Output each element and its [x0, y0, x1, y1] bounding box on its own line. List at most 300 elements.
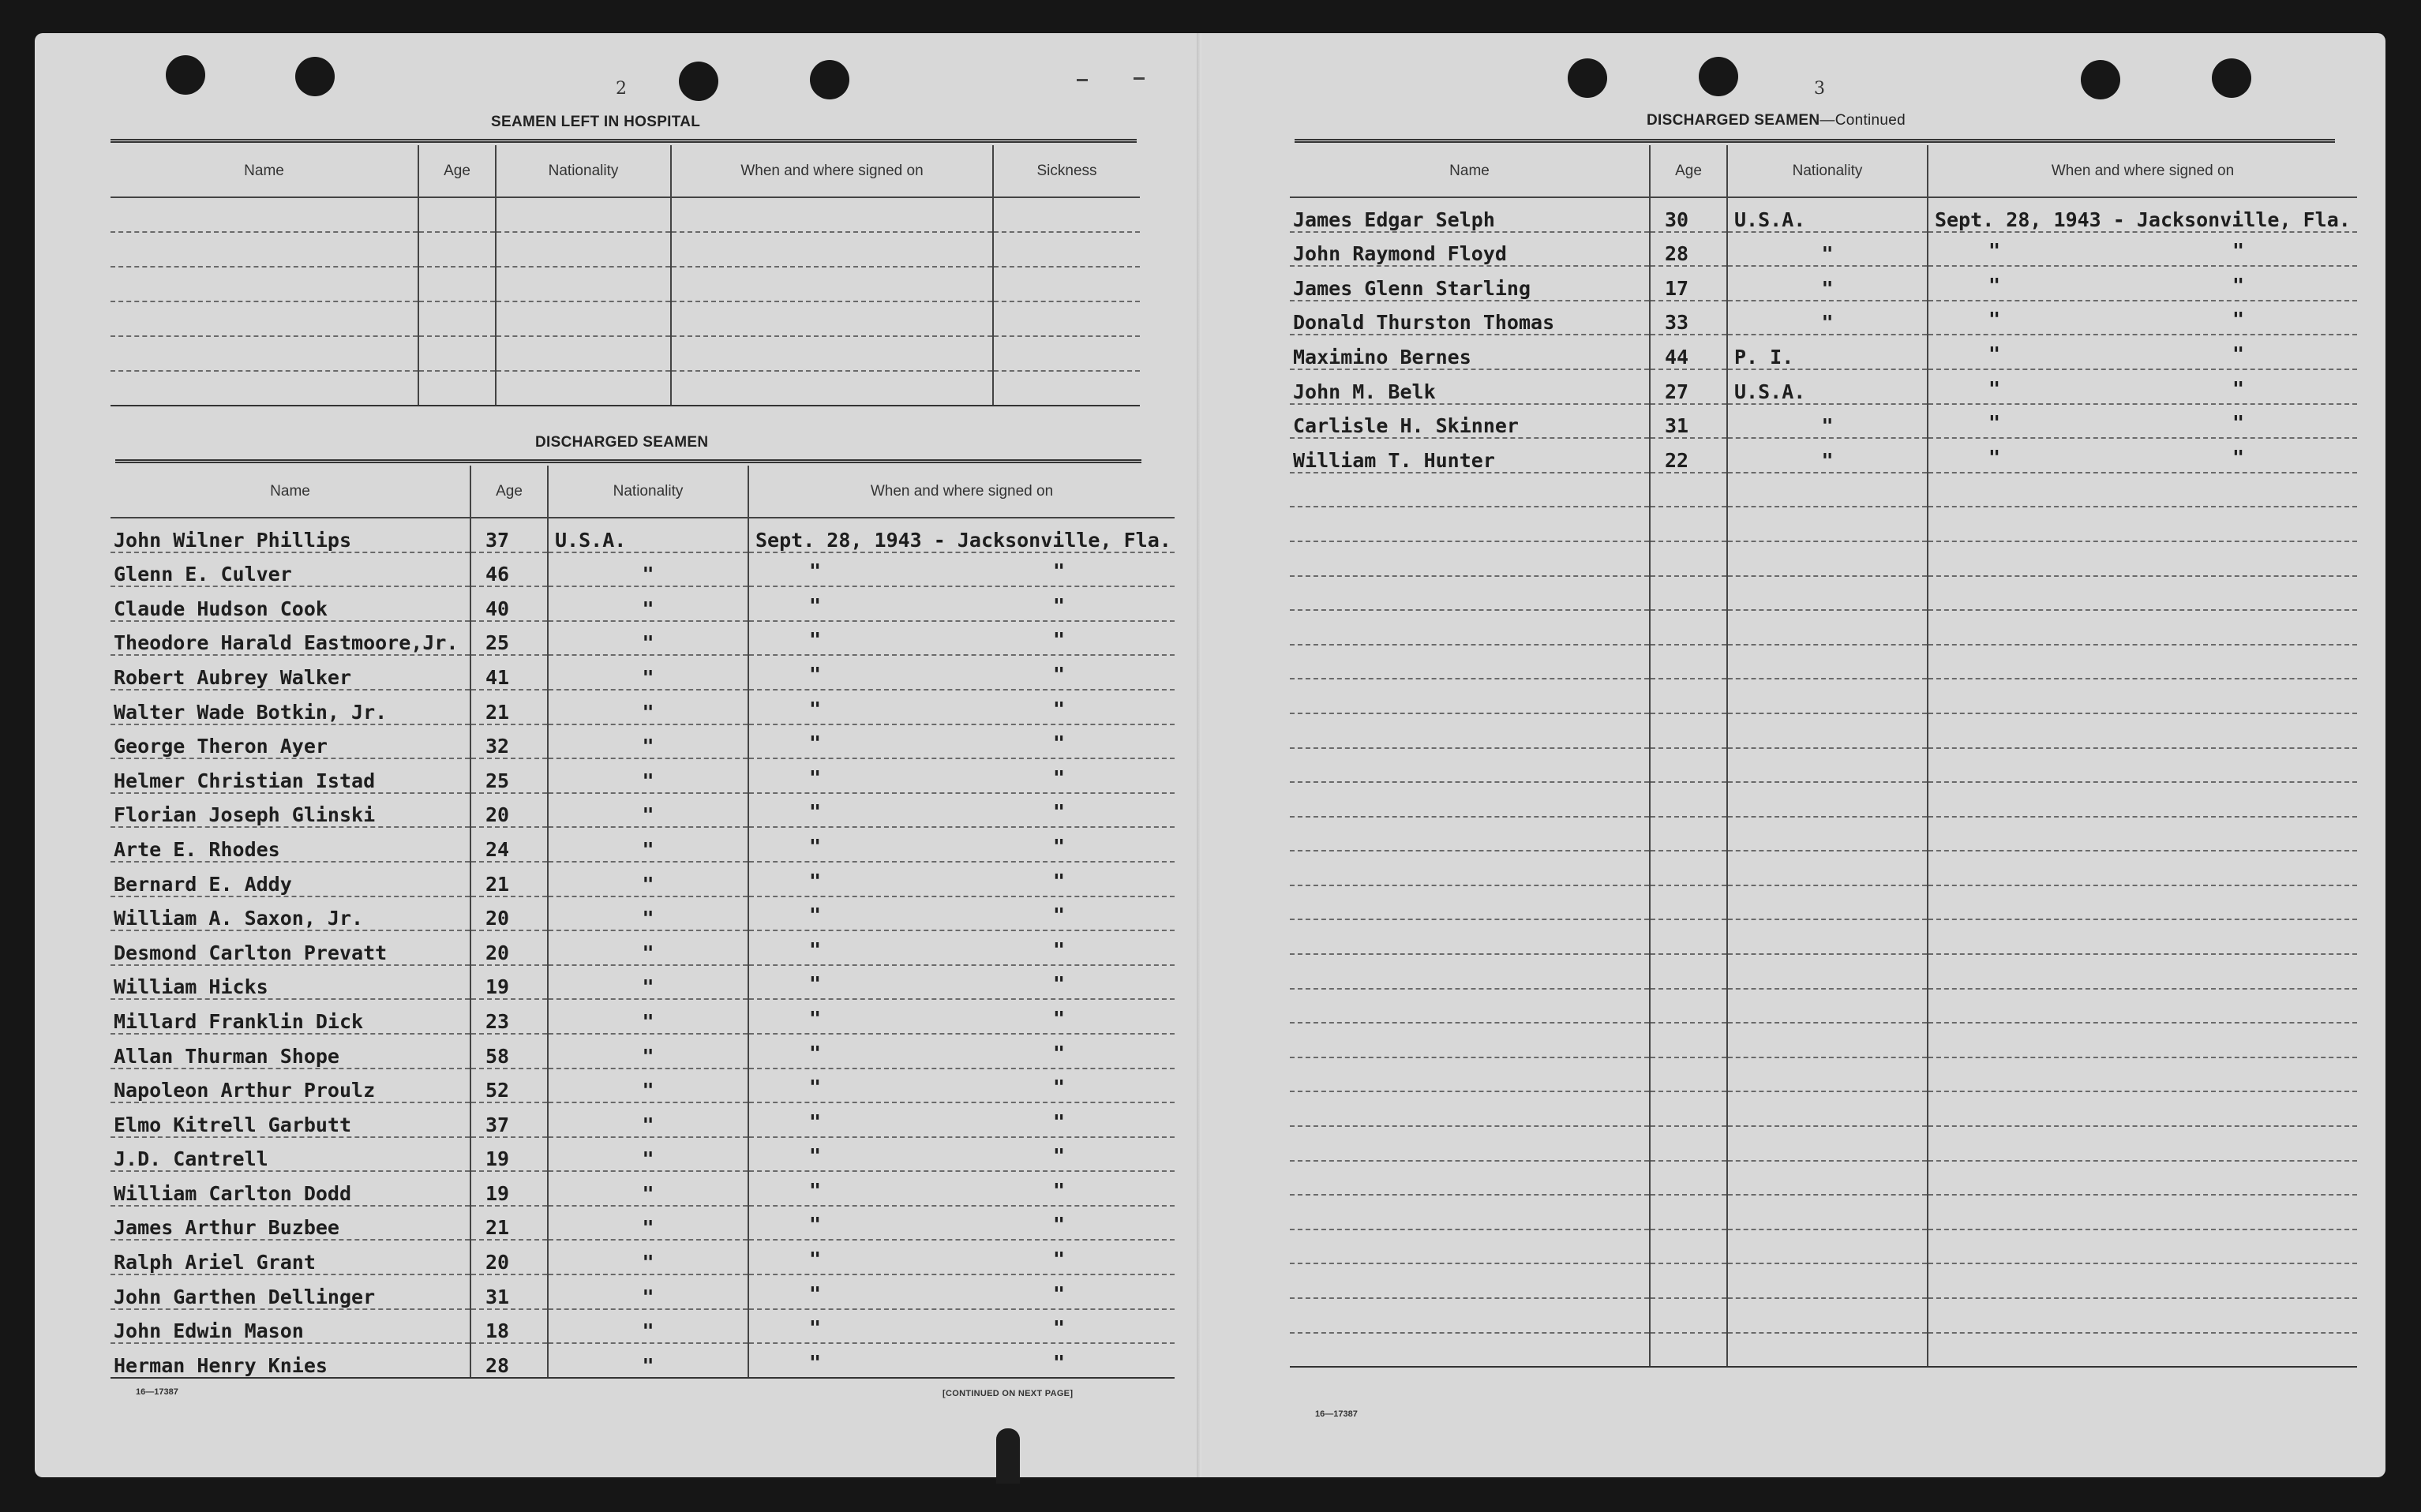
ditto-mark-place: " — [1053, 972, 1066, 996]
blank-cell — [111, 336, 418, 371]
seaman-age: 30 — [1650, 197, 1727, 232]
ditto-mark-date: " — [809, 1110, 822, 1133]
table-row — [111, 724, 1175, 759]
seaman-signed-on — [748, 1240, 1175, 1274]
ditto-mark-date: " — [809, 1248, 822, 1271]
seaman-age: 28 — [470, 1343, 548, 1378]
table-row — [111, 793, 1175, 828]
seaman-name: Walter Wade Botkin, Jr. — [111, 690, 470, 724]
punch-hole — [810, 60, 849, 99]
ditto-mark-place: " — [1053, 1006, 1066, 1030]
ditto-mark-date: " — [809, 869, 822, 893]
ditto-mark-date: " — [1988, 376, 2001, 400]
blank-cell — [1290, 989, 1650, 1024]
ditto-mark-place: " — [1053, 1144, 1066, 1168]
blank-cell — [1727, 1091, 1928, 1126]
seaman-name: Napoleon Arthur Proulz — [111, 1069, 470, 1103]
blank-cell — [111, 371, 418, 406]
seaman-signed-on — [748, 1309, 1175, 1344]
blank-cell — [1727, 1057, 1928, 1092]
discharged-table — [111, 466, 1175, 1379]
blank-cell — [1928, 507, 2357, 541]
blank-cell — [1650, 507, 1727, 541]
seaman-nationality: " — [548, 999, 748, 1034]
seaman-nationality: " — [1727, 266, 1928, 301]
blank-cell — [1727, 748, 1928, 783]
seaman-name: J.D. Cantrell — [111, 1137, 470, 1172]
blank-cell — [1290, 919, 1650, 954]
col-header-nationality: Nationality — [496, 145, 671, 197]
seaman-signed-on — [1928, 232, 2357, 267]
seaman-name: William T. Hunter — [1290, 438, 1650, 473]
dash-mark — [1134, 77, 1145, 80]
table-row — [111, 1069, 1175, 1103]
seaman-age: 20 — [470, 930, 548, 965]
punch-hole — [679, 62, 718, 101]
ditto-mark-date: " — [1988, 308, 2001, 331]
blank-row — [1290, 1333, 2357, 1368]
blank-row — [1290, 919, 2357, 954]
table-row — [111, 1343, 1175, 1378]
seaman-signed-on: Sept. 28, 1943 - Jacksonville, Fla. — [748, 518, 1175, 552]
ditto-mark-place: " — [1053, 1110, 1066, 1133]
seaman-nationality: U.S.A. — [1727, 197, 1928, 232]
seaman-name: Maximino Bernes — [1290, 335, 1650, 369]
seaman-nationality: " — [548, 1240, 748, 1274]
table-row — [111, 758, 1175, 793]
ditto-mark-place: " — [1053, 560, 1066, 583]
blank-row — [1290, 1229, 2357, 1264]
seaman-age: 19 — [470, 965, 548, 1000]
ditto-mark-date: " — [809, 834, 822, 858]
seaman-name: James Glenn Starling — [1290, 266, 1650, 301]
seaman-name: Allan Thurman Shope — [111, 1034, 470, 1069]
seaman-signed-on — [748, 965, 1175, 1000]
ditto-mark-date: " — [809, 800, 822, 824]
ditto-mark-place: " — [1053, 1282, 1066, 1305]
table-row — [111, 552, 1175, 587]
ditto-mark-place: " — [2232, 342, 2245, 365]
seaman-age: 27 — [1650, 369, 1727, 404]
ditto-mark-date: " — [809, 972, 822, 996]
blank-cell — [1727, 713, 1928, 748]
ditto-mark-place: " — [1053, 593, 1066, 617]
seaman-name: Desmond Carlton Prevatt — [111, 930, 470, 965]
seaman-name: John Raymond Floyd — [1290, 232, 1650, 267]
blank-row — [111, 371, 1140, 406]
blank-cell — [1290, 1091, 1650, 1126]
ditto-mark-date: " — [809, 1144, 822, 1168]
blank-cell — [111, 232, 418, 267]
seaman-signed-on — [748, 586, 1175, 621]
seaman-signed-on — [748, 1206, 1175, 1241]
blank-cell — [1650, 954, 1727, 989]
title-rule — [1295, 139, 2335, 143]
seaman-signed-on — [748, 1034, 1175, 1069]
blank-row — [111, 336, 1140, 371]
ditto-mark-place: " — [1053, 1316, 1066, 1340]
blank-cell — [993, 197, 1140, 232]
blank-cell — [1290, 817, 1650, 851]
col-header-nationality: Nationality — [1727, 145, 1928, 197]
table-row — [111, 586, 1175, 621]
blank-cell — [1650, 748, 1727, 783]
seaman-signed-on — [748, 930, 1175, 965]
blank-cell — [1727, 1023, 1928, 1057]
seaman-nationality: " — [548, 758, 748, 793]
seaman-name: John Edwin Mason — [111, 1309, 470, 1344]
blank-row — [1290, 885, 2357, 920]
table-row — [111, 655, 1175, 690]
blank-cell — [1650, 851, 1727, 885]
seaman-name: John Wilner Phillips — [111, 518, 470, 552]
seaman-signed-on — [748, 896, 1175, 931]
blank-cell — [418, 197, 496, 232]
blank-cell — [1928, 1229, 2357, 1264]
blank-cell — [1727, 885, 1928, 920]
blank-cell — [1727, 1229, 1928, 1264]
ditto-mark-place: " — [1053, 1248, 1066, 1271]
table-row — [1290, 369, 2357, 404]
blank-cell — [1928, 919, 2357, 954]
col-header-age: Age — [470, 466, 548, 518]
blank-cell — [1290, 645, 1650, 679]
seaman-nationality: " — [548, 793, 748, 828]
seaman-name: William A. Saxon, Jr. — [111, 896, 470, 931]
blank-cell — [1650, 1298, 1727, 1333]
seaman-signed-on — [748, 999, 1175, 1034]
blank-cell — [1650, 1126, 1727, 1161]
seaman-age: 17 — [1650, 266, 1727, 301]
blank-cell — [496, 197, 671, 232]
table-row — [111, 690, 1175, 724]
blank-cell — [1290, 1263, 1650, 1298]
seaman-name: John Garthen Dellinger — [111, 1274, 470, 1309]
blank-cell — [1928, 1091, 2357, 1126]
table-row — [111, 1274, 1175, 1309]
seaman-signed-on — [748, 690, 1175, 724]
blank-cell — [1650, 1195, 1727, 1229]
seaman-name: Claude Hudson Cook — [111, 586, 470, 621]
blank-cell — [993, 301, 1140, 336]
blank-row — [1290, 1298, 2357, 1333]
blank-cell — [1650, 1263, 1727, 1298]
blank-cell — [1650, 679, 1727, 713]
seaman-age: 31 — [470, 1274, 548, 1309]
right-page — [1201, 33, 2385, 1477]
blank-cell — [496, 301, 671, 336]
ditto-mark-place: " — [1053, 800, 1066, 824]
table-row — [111, 862, 1175, 896]
col-header-age: Age — [1650, 145, 1727, 197]
blank-cell — [1928, 1195, 2357, 1229]
blank-cell — [496, 267, 671, 301]
blank-cell — [418, 267, 496, 301]
blank-cell — [1727, 851, 1928, 885]
seaman-nationality: " — [548, 1274, 748, 1309]
seaman-name: William Carlton Dodd — [111, 1171, 470, 1206]
seaman-signed-on — [1928, 438, 2357, 473]
seaman-age: 33 — [1650, 301, 1727, 335]
ditto-mark-place: " — [1053, 662, 1066, 686]
blank-cell — [1290, 679, 1650, 713]
table-row — [111, 1102, 1175, 1137]
table-row — [111, 965, 1175, 1000]
seaman-age: 20 — [470, 1240, 548, 1274]
ditto-mark-place: " — [1053, 938, 1066, 961]
ditto-mark-place: " — [1053, 1041, 1066, 1065]
seaman-age: 23 — [470, 999, 548, 1034]
seaman-name: Elmo Kitrell Garbutt — [111, 1102, 470, 1137]
blank-cell — [1650, 817, 1727, 851]
blank-cell — [1290, 1229, 1650, 1264]
blank-cell — [1650, 1333, 1727, 1368]
seaman-age: 40 — [470, 586, 548, 621]
table-row — [111, 621, 1175, 656]
table-row — [1290, 266, 2357, 301]
seaman-nationality: P. I. — [1727, 335, 1928, 369]
ditto-mark-place: " — [2232, 239, 2245, 263]
ditto-mark-date: " — [1988, 411, 2001, 435]
ditto-mark-place: " — [1053, 628, 1066, 652]
blank-cell — [1928, 679, 2357, 713]
blank-row — [1290, 782, 2357, 817]
seaman-nationality: " — [548, 1309, 748, 1344]
blank-cell — [993, 232, 1140, 267]
ditto-mark-place: " — [1053, 732, 1066, 755]
table-row — [111, 1309, 1175, 1344]
blank-cell — [1290, 610, 1650, 645]
ditto-mark-date: " — [1988, 342, 2001, 365]
seaman-nationality: " — [548, 1034, 748, 1069]
blank-cell — [1928, 748, 2357, 783]
blank-cell — [1290, 473, 1650, 507]
seaman-nationality: " — [548, 621, 748, 656]
seaman-age: 41 — [470, 655, 548, 690]
blank-row — [1290, 610, 2357, 645]
punch-hole — [1568, 58, 1607, 98]
table-row — [111, 1171, 1175, 1206]
seaman-name: Donald Thurston Thomas — [1290, 301, 1650, 335]
seaman-age: 37 — [470, 518, 548, 552]
seaman-nationality: " — [548, 1137, 748, 1172]
blank-cell — [1650, 645, 1727, 679]
blank-cell — [671, 197, 993, 232]
col-header-signed-on: When and where signed on — [1928, 145, 2357, 197]
blank-cell — [1928, 713, 2357, 748]
seaman-name: Arte E. Rhodes — [111, 827, 470, 862]
seaman-signed-on — [1928, 335, 2357, 369]
blank-cell — [496, 232, 671, 267]
blank-row — [1290, 541, 2357, 576]
ditto-mark-place: " — [2232, 308, 2245, 331]
ditto-mark-date: " — [809, 593, 822, 617]
blank-cell — [1727, 817, 1928, 851]
blank-row — [111, 232, 1140, 267]
blank-row — [1290, 1263, 2357, 1298]
punch-hole — [1699, 57, 1738, 96]
blank-row — [1290, 679, 2357, 713]
col-header-age: Age — [418, 145, 496, 197]
col-header-signed-on: When and where signed on — [748, 466, 1175, 518]
blank-cell — [1727, 782, 1928, 817]
blank-cell — [1650, 885, 1727, 920]
blank-cell — [1727, 1263, 1928, 1298]
seaman-signed-on — [748, 1171, 1175, 1206]
blank-cell — [1928, 1298, 2357, 1333]
seaman-signed-on — [748, 655, 1175, 690]
blank-row — [111, 301, 1140, 336]
seaman-name: James Arthur Buzbee — [111, 1206, 470, 1241]
table-row — [111, 896, 1175, 931]
seaman-nationality: " — [1727, 301, 1928, 335]
blank-cell — [1727, 1333, 1928, 1368]
blank-cell — [418, 336, 496, 371]
blank-cell — [1650, 1161, 1727, 1196]
ditto-mark-date: " — [809, 628, 822, 652]
punch-hole — [2081, 60, 2120, 99]
seaman-name: Robert Aubrey Walker — [111, 655, 470, 690]
ditto-mark-date: " — [809, 662, 822, 686]
blank-row — [1290, 851, 2357, 885]
seaman-age: 19 — [470, 1137, 548, 1172]
blank-cell — [1727, 507, 1928, 541]
seaman-age: 28 — [1650, 232, 1727, 267]
seaman-nationality: " — [548, 690, 748, 724]
seaman-age: 37 — [470, 1102, 548, 1137]
blank-cell — [1928, 576, 2357, 611]
blank-cell — [1290, 1333, 1650, 1368]
blank-cell — [1727, 679, 1928, 713]
seaman-signed-on — [748, 827, 1175, 862]
blank-cell — [1290, 885, 1650, 920]
blank-cell — [1928, 1333, 2357, 1368]
blank-cell — [1727, 576, 1928, 611]
ditto-mark-date: " — [809, 697, 822, 720]
blank-cell — [1928, 1126, 2357, 1161]
ditto-mark-date: " — [809, 732, 822, 755]
seaman-nationality: U.S.A. — [1727, 369, 1928, 404]
blank-cell — [671, 301, 993, 336]
blank-cell — [1928, 851, 2357, 885]
blank-cell — [1650, 576, 1727, 611]
seaman-name: Carlisle H. Skinner — [1290, 404, 1650, 439]
seaman-age: 32 — [470, 724, 548, 759]
blank-cell — [993, 336, 1140, 371]
blank-cell — [1290, 1195, 1650, 1229]
page-number: 2 — [616, 79, 627, 99]
blank-cell — [1727, 645, 1928, 679]
title-rule — [111, 139, 1137, 143]
blank-cell — [1727, 1195, 1928, 1229]
blank-cell — [1290, 851, 1650, 885]
ditto-mark-place: " — [1053, 765, 1066, 789]
blank-cell — [1290, 1298, 1650, 1333]
ditto-mark-place: " — [1053, 904, 1066, 927]
blank-cell — [993, 371, 1140, 406]
seaman-nationality: " — [548, 1102, 748, 1137]
seaman-nationality: " — [548, 896, 748, 931]
seaman-nationality: " — [548, 724, 748, 759]
blank-cell — [1928, 1263, 2357, 1298]
seaman-name: Theodore Harald Eastmoore,Jr. — [111, 621, 470, 656]
seaman-signed-on: Sept. 28, 1943 - Jacksonville, Fla. — [1928, 197, 2357, 232]
blank-cell — [1290, 576, 1650, 611]
blank-cell — [111, 301, 418, 336]
blank-row — [1290, 954, 2357, 989]
blank-cell — [1290, 541, 1650, 576]
blank-row — [1290, 1023, 2357, 1057]
table-row — [1290, 197, 2357, 232]
ditto-mark-date: " — [809, 1213, 822, 1237]
seaman-age: 25 — [470, 758, 548, 793]
seaman-name: Ralph Ariel Grant — [111, 1240, 470, 1274]
table-row — [111, 1137, 1175, 1172]
blank-row — [1290, 1091, 2357, 1126]
blank-cell — [1928, 1023, 2357, 1057]
blank-cell — [1928, 610, 2357, 645]
blank-cell — [1928, 541, 2357, 576]
blank-cell — [1928, 1057, 2357, 1092]
table-row — [111, 999, 1175, 1034]
blank-cell — [1928, 782, 2357, 817]
blank-cell — [1727, 610, 1928, 645]
seaman-nationality: " — [548, 586, 748, 621]
blank-cell — [1928, 473, 2357, 507]
blank-cell — [1928, 989, 2357, 1024]
ditto-mark-place: " — [2232, 273, 2245, 297]
blank-row — [1290, 713, 2357, 748]
blank-cell — [1650, 1091, 1727, 1126]
blank-cell — [1650, 1023, 1727, 1057]
seaman-nationality: " — [1727, 438, 1928, 473]
blank-row — [1290, 989, 2357, 1024]
blank-row — [1290, 1195, 2357, 1229]
seaman-signed-on — [748, 552, 1175, 587]
seaman-nationality: " — [548, 827, 748, 862]
blank-cell — [1727, 919, 1928, 954]
seaman-age: 24 — [470, 827, 548, 862]
ditto-mark-date: " — [809, 1282, 822, 1305]
seaman-age: 18 — [470, 1309, 548, 1344]
ditto-mark-place: " — [1053, 697, 1066, 720]
blank-cell — [418, 232, 496, 267]
seaman-nationality: " — [548, 1343, 748, 1378]
seaman-nationality: U.S.A. — [548, 518, 748, 552]
blank-cell — [1290, 1057, 1650, 1092]
ditto-mark-place: " — [1053, 1213, 1066, 1237]
blank-cell — [1928, 817, 2357, 851]
blank-cell — [1650, 989, 1727, 1024]
seaman-signed-on — [1928, 301, 2357, 335]
seaman-age: 22 — [1650, 438, 1727, 473]
discharged-continued-title — [1647, 112, 1906, 129]
blank-cell — [1650, 473, 1727, 507]
blank-cell — [418, 301, 496, 336]
seaman-signed-on — [748, 724, 1175, 759]
table-row — [111, 1034, 1175, 1069]
seaman-age: 58 — [470, 1034, 548, 1069]
seaman-age: 44 — [1650, 335, 1727, 369]
col-header-name: Name — [111, 466, 470, 518]
blank-cell — [1290, 954, 1650, 989]
blank-row — [1290, 1057, 2357, 1092]
blank-cell — [1928, 885, 2357, 920]
blank-cell — [1290, 1126, 1650, 1161]
form-number: 16—17387 — [136, 1387, 178, 1397]
seaman-name: Bernard E. Addy — [111, 862, 470, 896]
seaman-age: 52 — [470, 1069, 548, 1103]
